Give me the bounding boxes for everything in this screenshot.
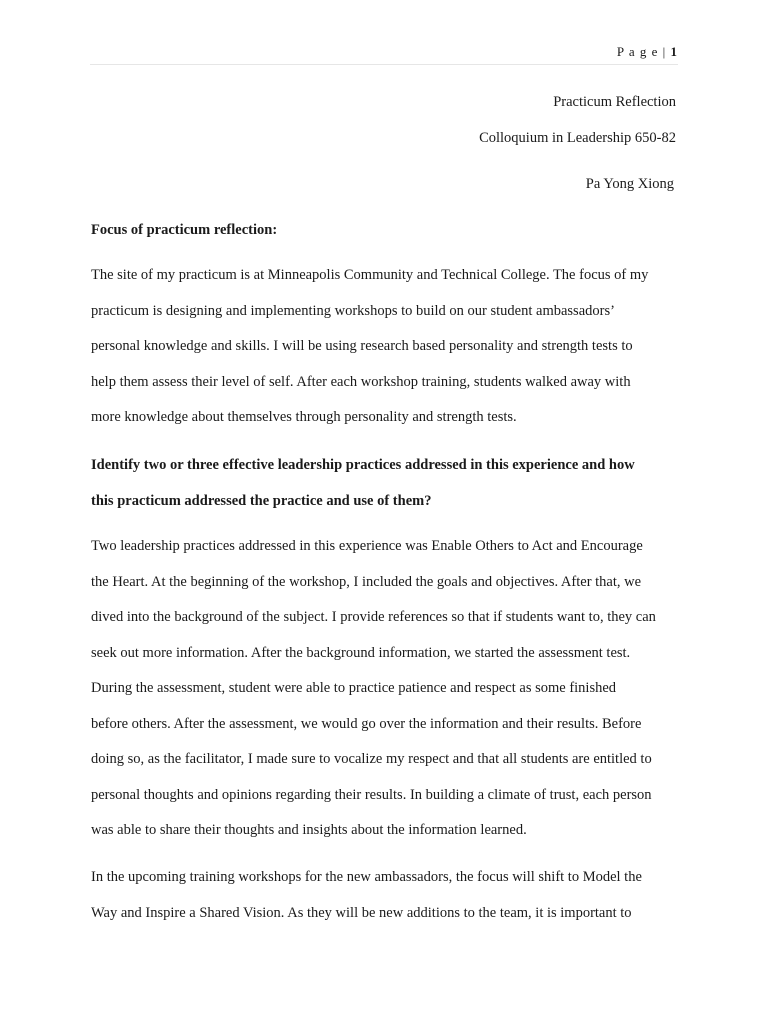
page-number: 1 <box>670 44 678 59</box>
paragraph-line: In the upcoming training workshops for the new ambassadors, the focus will shift to Model the <box>91 869 642 885</box>
course-name: Colloquium in Leadership 650-82 <box>479 130 676 146</box>
focus-heading: Focus of practicum reflection: <box>91 222 278 238</box>
page-header <box>90 44 678 65</box>
focus-paragraph <box>91 258 691 436</box>
paragraph-line: help them assess their level of self. After each workshop training, students walked away with <box>91 373 631 390</box>
heading-line: this practicum addressed the practice and use of them? <box>91 493 432 509</box>
paragraph-line: more knowledge about themselves through personality and strength tests. <box>91 409 517 425</box>
paragraph-line: personal knowledge and skills. I will be using research based personality and strength tests to <box>91 338 633 354</box>
practices-paragraph <box>91 529 691 849</box>
heading-line: Identify two or three effective leadership practices addressed in this experience and how <box>91 457 635 473</box>
paragraph-line: The site of my practicum is at Minneapolis Community and Technical College. The focus of my <box>91 267 649 283</box>
paragraph-line: personal thoughts and opinions regarding their results. In building a climate of trust, each person <box>91 786 652 803</box>
paragraph-line: practicum is designing and implementing workshops to build on our student ambassadors’ <box>91 302 615 319</box>
page-label: P a g e | <box>616 44 667 59</box>
paragraph-line: doing so, as the facilitator, I made sure to vocalize my respect and that all students are entitled to <box>91 751 652 767</box>
upcoming-paragraph <box>91 860 691 931</box>
identify-practices-heading <box>91 447 691 519</box>
author-name: Pa Yong Xiong <box>585 176 674 192</box>
paragraph-line: before others. After the assessment, we would go over the information and their results. Before <box>91 715 642 732</box>
paragraph-line: Way and Inspire a Shared Vision. As they will be new additions to the team, it is important to <box>91 904 632 921</box>
paragraph-line: dived into the background of the subject. I provide references so that if students want to, they can <box>91 609 656 625</box>
paragraph-line: During the assessment, student were able to practice patience and respect as some finished <box>91 680 617 696</box>
document-title: Practicum Reflection <box>553 94 676 110</box>
paragraph-line: Two leadership practices addressed in this experience was Enable Others to Act and Encourage <box>91 538 643 554</box>
paragraph-line: was able to share their thoughts and insights about the information learned. <box>91 822 527 838</box>
paragraph-line: the Heart. At the beginning of the workshop, I included the goals and objectives. After that, we <box>91 573 642 590</box>
paragraph-line: seek out more information. After the background information, we started the assessment test. <box>91 644 631 661</box>
